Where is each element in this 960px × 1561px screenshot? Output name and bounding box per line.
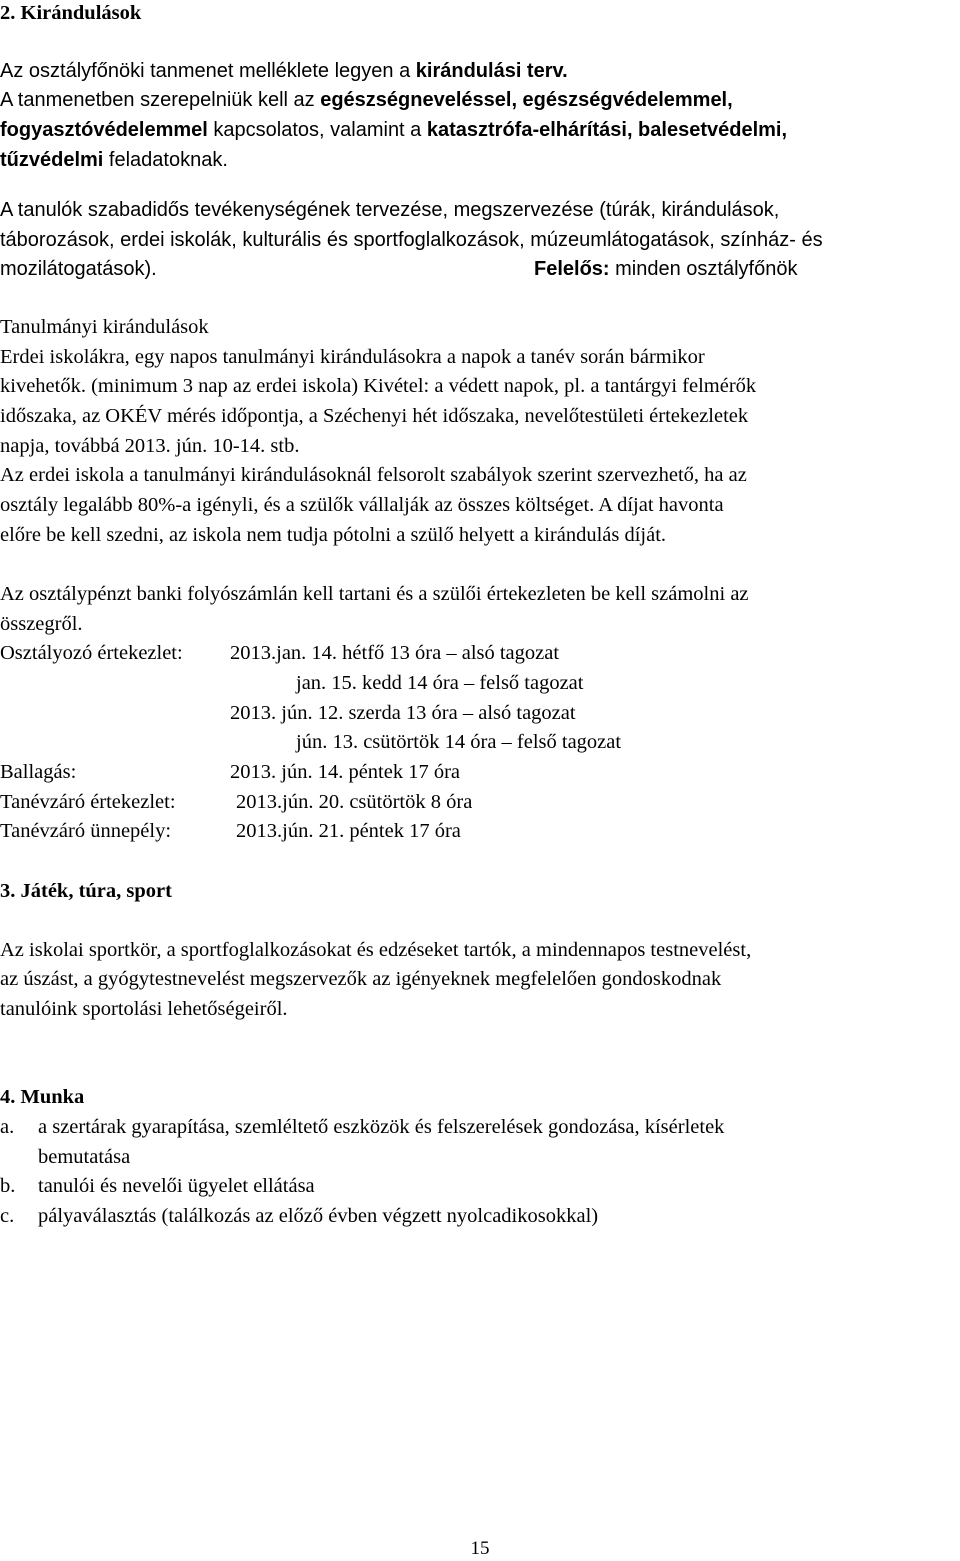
schedule-value: 2013.jún. 20. csütörtök 8 óra — [236, 791, 473, 813]
para4-line-2: összegről. — [0, 613, 83, 635]
schedule-label: Tanévzáró ünnepély: — [0, 820, 172, 842]
section-3-heading: 3. Játék, túra, sport — [0, 880, 172, 902]
schedule-value: 2013.jan. 14. hétfő 13 óra – alsó tagozat — [230, 642, 560, 664]
list-item-text: a szertárak gyarapítása, szemléltető eszközök és felszerelések gondozása, kísérletek — [38, 1116, 725, 1138]
schedule-value: 2013.jún. 21. péntek 17 óra — [236, 820, 461, 842]
page-number: 15 — [470, 1538, 490, 1559]
para3-line-7: előre be kell szedni, az iskola nem tudja pótolni a szülő helyett a kirándulás díját. — [0, 524, 667, 546]
schedule-label: Osztályozó értekezlet: — [0, 642, 183, 664]
schedule-value: jan. 15. kedd 14 óra – felső tagozat — [296, 672, 584, 694]
para3-line-6: osztály legalább 80%-a igényli, és a szülők vállalják az összes költséget. A díjat havonta — [0, 494, 724, 516]
para1-line-1: Az osztályfőnöki tanmenet melléklete legyen a kirándulási terv. — [0, 60, 568, 82]
list-item-text: tanulói és nevelői ügyelet ellátása — [38, 1175, 315, 1197]
section-2-heading: 2. Kirándulások — [0, 2, 142, 24]
list-marker: b. — [0, 1175, 16, 1197]
schedule-label: Ballagás: — [0, 761, 77, 783]
list-marker: c. — [0, 1205, 15, 1227]
para3-line-5: Az erdei iskola a tanulmányi kirándulásoknál felsorolt szabályok szerint szervezhető, ha az — [0, 464, 747, 486]
para1-line-3: fogyasztóvédelemmel kapcsolatos, valamint a katasztrófa-elhárítási, balesetvédelmi, — [0, 119, 788, 141]
section-4-heading: 4. Munka — [0, 1086, 85, 1108]
para3-line-2: kivehetők. (minimum 3 nap az erdei iskola) Kivétel: a védett napok, pl. a tantárgyi felmérők — [0, 375, 757, 397]
schedule-value: 2013. jún. 12. szerda 13 óra – alsó tagozat — [230, 702, 576, 724]
para4-line-1: Az osztálypénzt banki folyószámlán kell tartani és a szülői értekezleten be kell számolni az — [0, 583, 749, 605]
schedule-row-6 — [0, 790, 473, 814]
para2-line-1: A tanulók szabadidős tevékenységének tervezése, megszervezése (túrák, kirándulások, — [0, 199, 780, 221]
responsible-label: Felelős: minden osztályfőnök — [534, 258, 798, 280]
para3-line-4: napja, továbbá 2013. jún. 10-14. stb. — [0, 435, 300, 457]
schedule-row-7 — [0, 819, 461, 843]
schedule-value: jún. 13. csütörtök 14 óra – felső tagozat — [296, 731, 622, 753]
para1-line-2: A tanmenetben szerepelniük kell az egészségneveléssel, egészségvédelemmel, — [0, 89, 733, 111]
schedule-value: 2013. jún. 14. péntek 17 óra — [230, 761, 461, 783]
schedule-row-5 — [0, 760, 461, 784]
para3-line-1: Erdei iskolákra, egy napos tanulmányi kirándulásokra a napok a tanév során bármikor — [0, 346, 705, 368]
schedule-label: Tanévzáró értekezlet: — [0, 791, 176, 813]
schedule-row-1 — [0, 641, 560, 665]
section-3-line-1: Az iskolai sportkör, a sportfoglalkozásokat és edzéseket tartók, a mindennapos testnevelést, — [0, 939, 752, 961]
study-trips-title: Tanulmányi kirándulások — [0, 316, 209, 338]
list-marker: a. — [0, 1116, 15, 1138]
list-item-text: pályaválasztás (találkozás az előző évben végzett nyolcadikosokkal) — [38, 1205, 599, 1227]
para3-line-3: időszaka, az OKÉV mérés időpontja, a Széchenyi hét időszaka, nevelőtestületi értekezletek — [0, 405, 749, 427]
para2-line-2: táborozások, erdei iskolák, kulturális és sportfoglalkozások, múzeumlátogatások, színház- és — [0, 229, 823, 251]
section-3-line-2: az úszást, a gyógytestnevelést megszervezők az igényeknek megfelelően gondoskodnak — [0, 968, 722, 990]
para1-line-4: tűzvédelmi feladatoknak. — [0, 149, 228, 171]
list-item-text: bemutatása — [38, 1146, 131, 1168]
para2-line-3: mozilátogatások). Felelős: minden osztályfőnök — [0, 258, 798, 280]
section-3-line-3: tanulóink sportolási lehetőségeiről. — [0, 998, 288, 1020]
